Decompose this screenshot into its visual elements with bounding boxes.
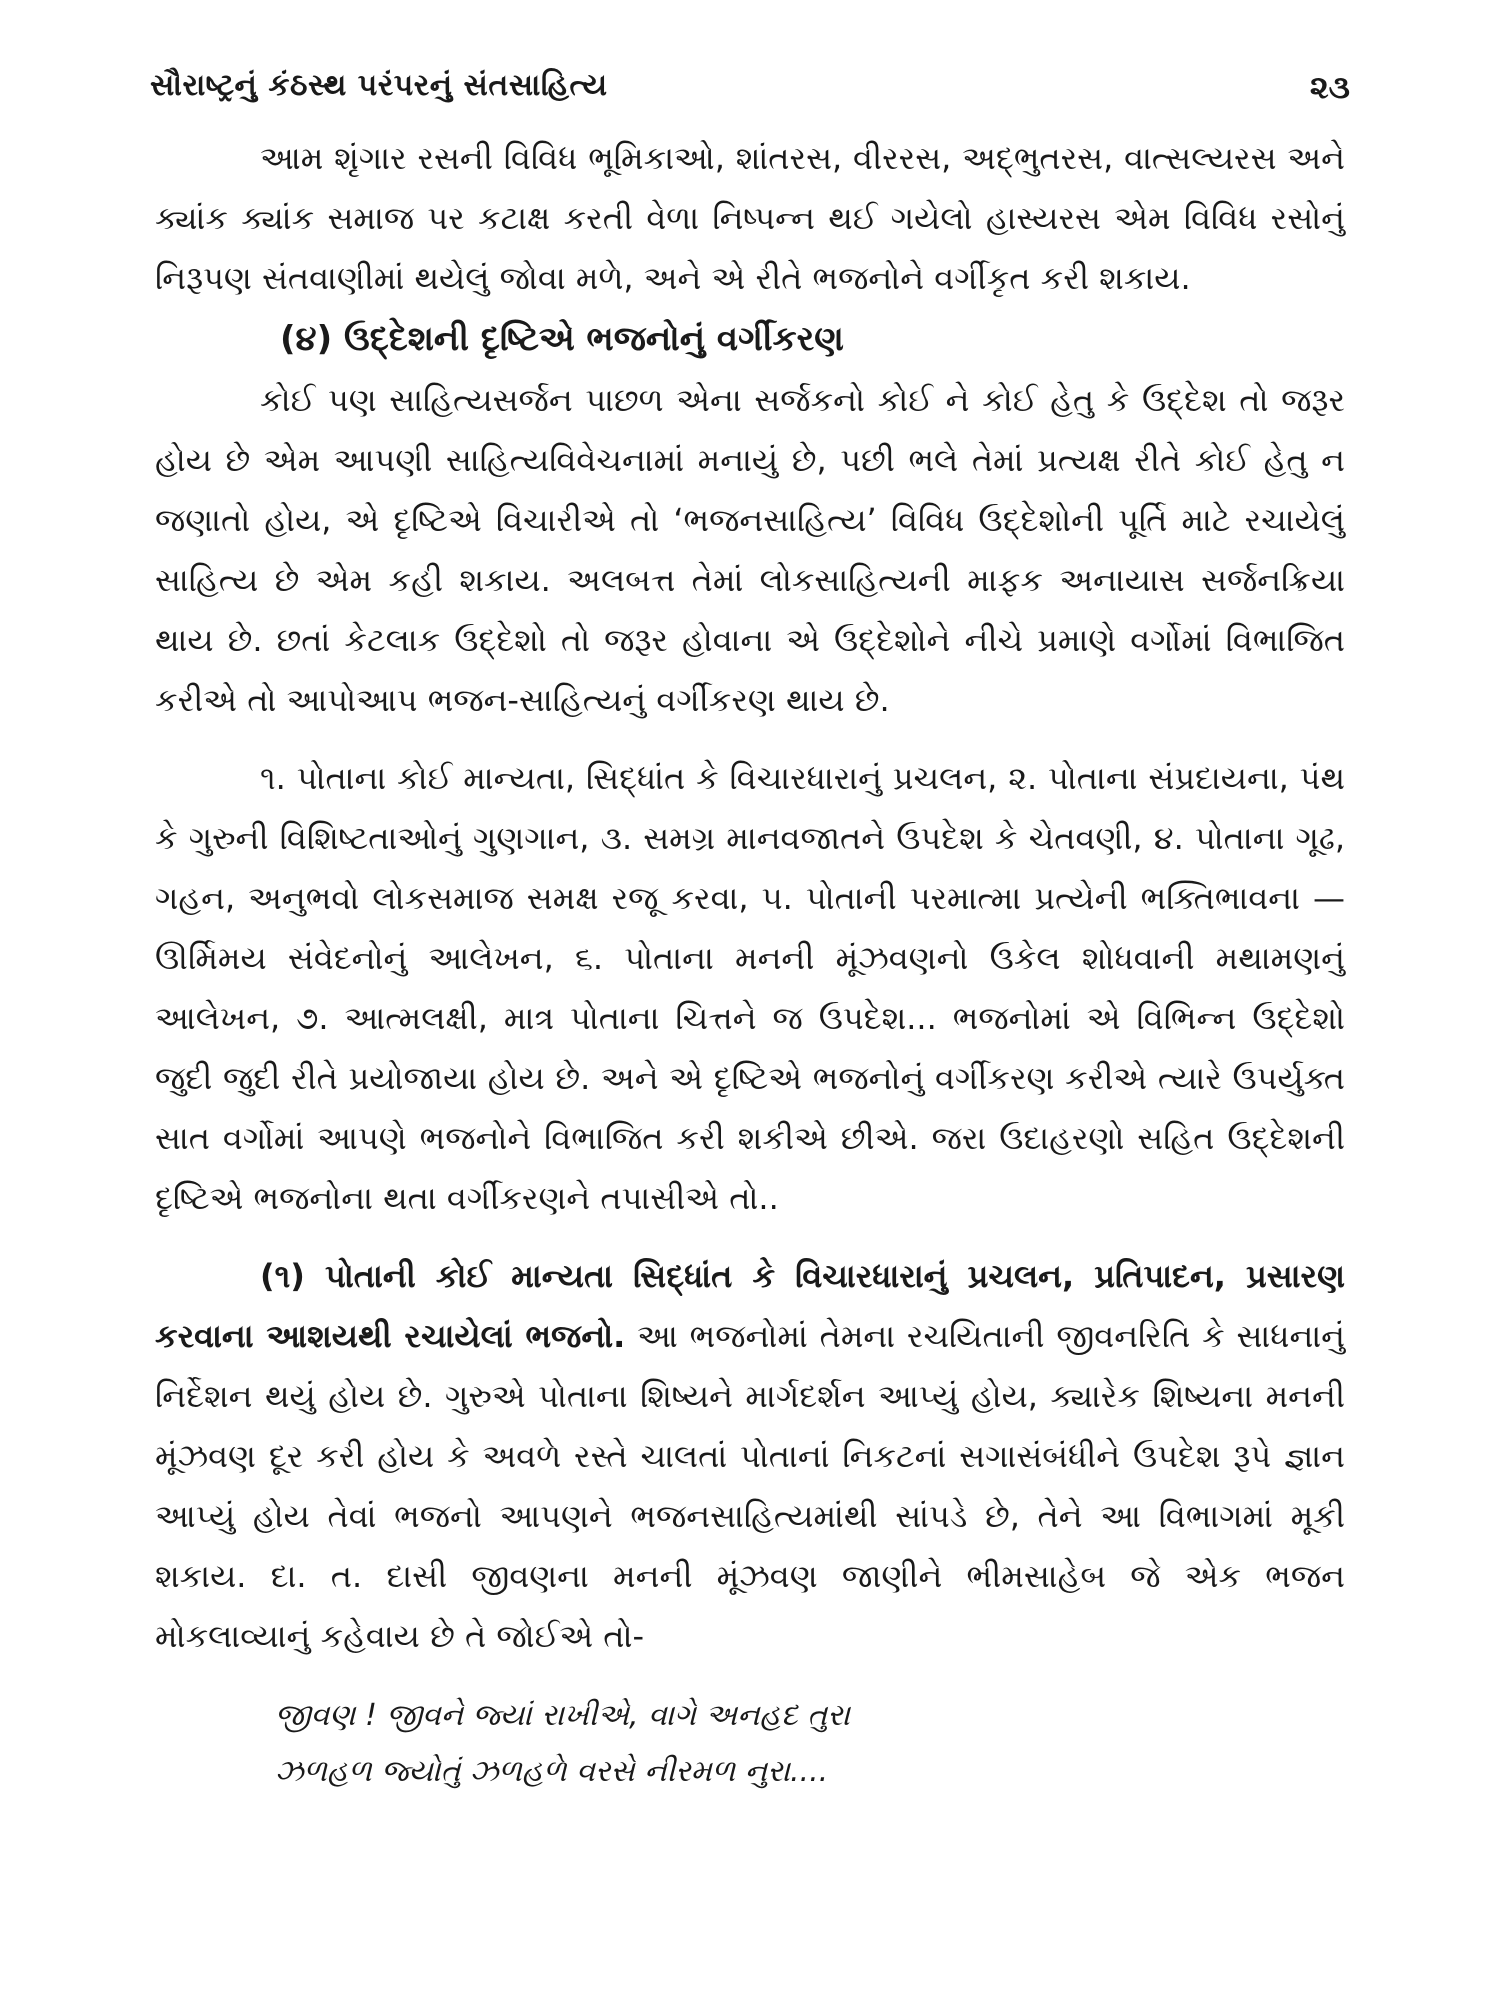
- page-number: ૨૩: [1309, 68, 1350, 106]
- verse-line: ઝળહળ જ્યોતું ઝળહળે વરસે નીરમળ નુરા....: [275, 1754, 829, 1789]
- paragraph-purpose-intro: કોઈ પણ સાહિત્યસર્જન પાછળ એના સર્જકનો કોઈ ને કોઈ હેતુ કે ઉદ્દેશ તો જરૂર હોય છે એમ આપણી સાહિત્યવિવેચનામાં મનાયું છે, પછી ભલે તેમાં પ્રત્યક્ષ રીતે કોઈ હેતુ ન જણાતો હોય, એ દૃષ્ટિએ વિચારીએ તો ‘ભજનસાહિત્ય’ વિવિધ ઉદ્દેશોની પૂર્તિ માટે રચાયેલું સાહિત્ય છે એમ કહી શકાય. અલબત્ત તેમાં લોકસાહિત્યની માફક અનાયાસ સર્જનક્રિયા થાય છે. છતાં કેટલાક ઉદ્દેશો તો જરૂર હોવાના એ ઉદ્દેશોને નીચે પ્રમાણે વર્ગોમાં વિભાજિત કરીએ તો આપોઆપ ભજન-સાહિત્યનું વર્ગીકરણ થાય છે.: [155, 381, 1345, 719]
- paragraph-purpose-list: ૧. પોતાના કોઈ માન્યતા, સિદ્ધાંત કે વિચારધારાનું પ્રચલન, ૨. પોતાના સંપ્રદાયના, પંથ કે ગુરુની વિશિષ્ટતાઓનું ગુણગાન, ૩. સમગ્ર માનવજાતને ઉપદેશ કે ચેતવણી, ૪. પોતાના ગૂઢ, ગહન, અનુભવો લોકસમાજ સમક્ષ રજૂ કરવા, ૫. પોતાની પરમાત્મા પ્રત્યેની ભક્તિભાવના — ઊર્મિમય સંવેદનોનું આલેખન, ૬. પોતાના મનની મૂંઝવણનો ઉકેલ શોધવાની મથામણનું આલેખન, ૭. આત્મલક્ષી, માત્ર પોતાના ચિત્તને જ ઉપદેશ... ભજનોમાં એ વિભિન્ન ઉદ્દેશો જુદી જુદી રીતે પ્રયોજાયા હોય છે. અને એ દૃષ્ટિએ ભજનોનું વર્ગીકરણ કરીએ ત્યારે ઉપર્યુક્ત સાત વર્ગોમાં આપણે ભજનોને વિભાજિત કરી શકીએ છીએ. જરા ઉદાહરણો સહિત ઉદ્દેશની દૃષ્ટિએ ભજનોના થતા વર્ગીકરણને તપાસીએ તો..: [155, 759, 1345, 1217]
- paragraph-rasa-summary: આમ શૃંગાર રસની વિવિધ ભૂમિકાઓ, શાંતરસ, વીરરસ, અદ્ભુતરસ, વાત્સલ્યરસ અને ક્યાંક ક્યાંક સમાજ પર કટાક્ષ કરતી વેળા નિષ્પન્ન થઈ ગયેલો હાસ્યરસ એમ વિવિધ રસોનું નિરૂપણ સંતવાણીમાં થયેલું જોવા મળે, અને એ રીતે ભજનોને વર્ગીકૃત કરી શકાય.: [155, 139, 1345, 297]
- category-one-text: આ ભજનોમાં તેમના રચયિતાની જીવનરિતિ કે સાધનાનું નિર્દેશન થયું હોય છે. ગુરુએ પોતાના શિષ્યને માર્ગદર્શન આપ્યું હોય, ક્યારેક શિષ્યના મનની મૂંઝવણ દૂર કરી હોય કે અવળે રસ્તે ચાલતાં પોતાનાં નિકટનાં સગાસંબંધીને ઉપદેશ રૂપે જ્ઞાન આપ્યું હોય તેવાં ભજનો આપણને ભજનસાહિત્યમાંથી સાંપડે છે, તેને આ વિભાગમાં મૂકી શકાય. દા. ત. દાસી જીવણના મનની મૂંઝવણ જાણીને ભીમસાહેબ જે એક ભજન મોકલાવ્યાનું કહેવાય છે તે જોઈએ તો-: [155, 1317, 1345, 1655]
- bhajan-verse: [275, 1688, 1345, 1800]
- body-text: [155, 128, 1345, 1800]
- category-one-heading: (૧) પોતાની કોઈ માન્યતા સિદ્ધાંત કે વિચારધારાનું પ્રચલન, પ્રતિપાદન, પ્રસારણ કરવાના આશયથી રચાયેલાં ભજનો.: [155, 1257, 1345, 1355]
- section-subheading: (૪) ઉદ્દેશની દૃષ્ટિએ ભજનોનું વર્ગીકરણ: [280, 319, 844, 359]
- verse-line: જીવણ ! જીવને જ્યાં રાખીએ, વાગે અનહદ તુરા: [275, 1698, 850, 1733]
- paragraph-category-one: [155, 1246, 1345, 1666]
- running-title: સૌરાષ્ટ્રનું કંઠસ્થ પરંપરનું સંતસાહિત્ય: [150, 68, 608, 103]
- running-header: [150, 68, 1350, 118]
